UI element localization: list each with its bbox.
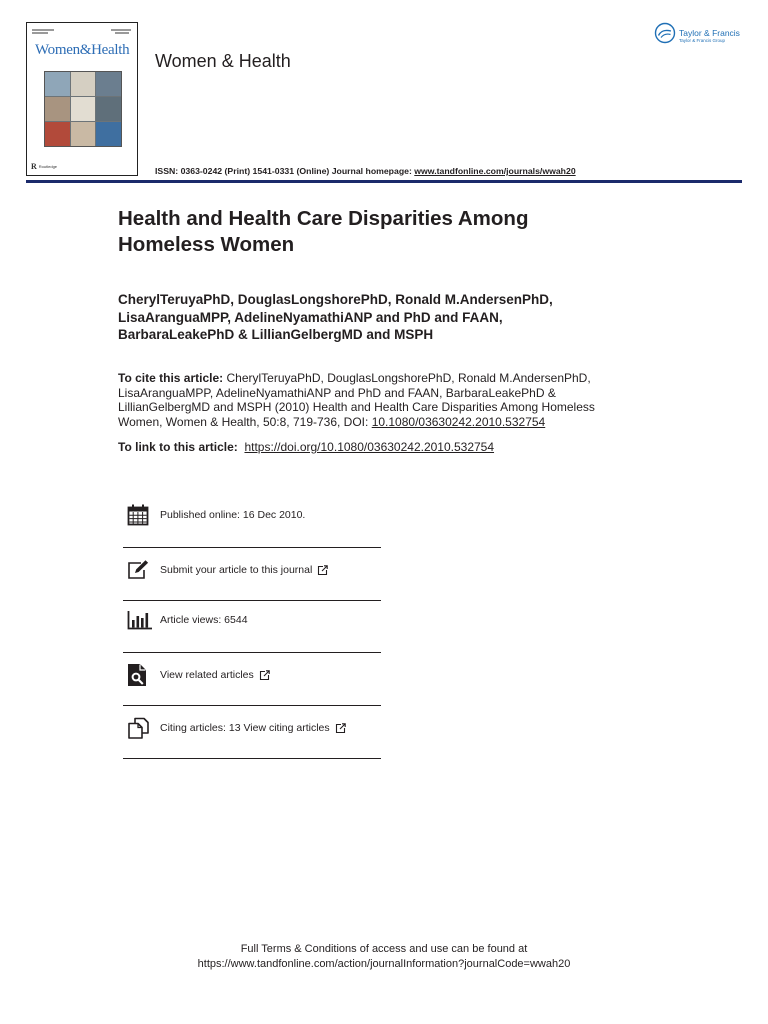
article-title [118, 206, 528, 258]
doi-link[interactable]: 10.1080/03630242.2010.532754 [371, 415, 546, 430]
issn-text: ISSN: 0363-0242 (Print) 1541-0331 (Online) Journal homepage: [155, 166, 415, 176]
taylor-francis-logo-icon [654, 22, 676, 49]
publisher-name: Taylor & Francis [679, 28, 740, 38]
page-footer [0, 942, 768, 972]
external-link-icon [335, 723, 346, 734]
footer-terms-text: Full Terms & Conditions of access and use can be found at [240, 943, 528, 955]
journal-title: Women & Health [155, 51, 291, 71]
article-title-line: Homeless Women [118, 233, 295, 256]
bar-chart-icon [123, 610, 160, 630]
cover-decor-line [32, 32, 48, 34]
citation-text-line: Women, Women & Health, 50:8, 719-736, DOI: [118, 415, 369, 430]
cover-title: Women&Health [35, 42, 130, 58]
published-online-item [123, 502, 381, 528]
publisher-group: Taylor & Francis Group [679, 38, 726, 43]
journal-homepage-link[interactable]: www.tandfonline.com/journals/wwah20 [414, 166, 576, 176]
authors-line: BarbaraLeakePhD & LillianGelbergMD and MSPH [118, 327, 434, 342]
cover-decor-line [32, 29, 54, 31]
item-divider [123, 758, 381, 759]
item-divider [123, 652, 381, 653]
external-link-icon [317, 565, 328, 576]
citing-articles-item[interactable] [123, 715, 381, 741]
journal-cover [26, 22, 138, 176]
edit-icon [123, 560, 160, 580]
article-authors [118, 291, 553, 344]
external-link-icon [259, 670, 270, 681]
authors-line: CherylTeruyaPhD, DouglasLongshorePhD, Ronald M.AndersenPhD, [118, 292, 553, 307]
published-online-text: Published online: 16 Dec 2010. [160, 509, 306, 521]
cover-publisher-name: Routledge [38, 164, 58, 169]
item-divider [123, 705, 381, 706]
citation-label: To cite this article: [118, 371, 224, 385]
cover-decor-line [111, 29, 131, 31]
item-divider [123, 600, 381, 601]
citation-text-line: LisaAranguaMPP, AdelineNyamathiANP and PhD and FAAN, BarbaraLeakePhD & [118, 385, 556, 400]
related-articles-link[interactable]: View related articles [160, 669, 254, 681]
cover-image [44, 71, 122, 147]
article-link-label: To link to this article: [118, 440, 238, 454]
citation-text-line: CherylTeruyaPhD, DouglasLongshorePhD, Ronald M.AndersenPhD, [226, 371, 591, 385]
routledge-icon: R [31, 162, 37, 171]
footer-terms-url[interactable]: https://www.tandfonline.com/action/journalInformation?journalCode=wwah20 [197, 958, 571, 970]
citation-text-line: LillianGelbergMD and MSPH (2010) Health and Health Care Disparities Among Homeless [118, 400, 595, 415]
calendar-icon [123, 504, 160, 526]
issn-line [155, 166, 576, 176]
cover-decor-line [115, 32, 129, 34]
citing-documents-icon [123, 717, 160, 739]
publisher-logo [654, 22, 740, 49]
article-views-item [123, 607, 381, 633]
article-url-link[interactable]: https://doi.org/10.1080/03630242.2010.532754 [244, 440, 495, 454]
submit-article-link[interactable]: Submit your article to this journal [160, 564, 313, 576]
article-title-line: Health and Health Care Disparities Among [118, 207, 529, 230]
header-divider [26, 180, 742, 183]
item-divider [123, 547, 381, 548]
cover-publisher-logo [31, 163, 57, 171]
article-link-line [118, 440, 494, 455]
related-articles-item[interactable] [123, 662, 381, 688]
submit-article-item[interactable] [123, 557, 381, 583]
search-document-icon [123, 663, 160, 687]
citing-articles-link[interactable]: Citing articles: 13 View citing articles [160, 722, 330, 734]
authors-line: LisaAranguaMPP, AdelineNyamathiANP and PhD and FAAN, [118, 309, 503, 325]
citation-block [118, 371, 595, 430]
article-views-text: Article views: 6544 [160, 614, 248, 626]
